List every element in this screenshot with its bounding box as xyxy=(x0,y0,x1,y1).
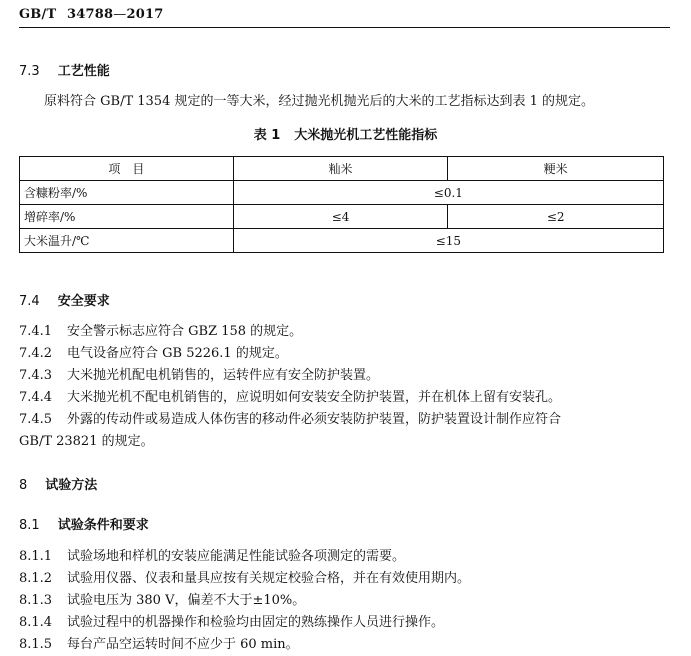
section-7-3-heading xyxy=(19,60,110,79)
clause-7-4-2 xyxy=(19,342,288,361)
table-row xyxy=(20,205,664,229)
table-row xyxy=(20,181,664,205)
section-number: 8.1 xyxy=(19,518,40,533)
clause-number: 7.4.5 xyxy=(19,412,53,427)
clause-8-1-5 xyxy=(19,633,299,652)
row-item: 含糠粉率/% xyxy=(20,181,234,205)
clause-text: 大米抛光机不配电机销售的，应说明如何安装安全防护装置，并在机体上留有安装孔。 xyxy=(67,390,562,405)
clause-7-4-4 xyxy=(19,386,561,405)
standard-header xyxy=(19,7,163,22)
header-year: 2017 xyxy=(126,7,164,22)
header-code: GB/T xyxy=(19,7,57,22)
clause-number: 8.1.2 xyxy=(19,571,53,586)
column-header: 籼米 xyxy=(233,157,448,181)
section-title: 安全要求 xyxy=(57,294,110,309)
clause-number: 7.4.3 xyxy=(19,368,53,383)
section-8-1-heading xyxy=(19,514,149,533)
clause-7-4-3 xyxy=(19,364,379,383)
clause-number: 8.1.3 xyxy=(19,593,53,608)
table-title: 大米抛光机工艺性能指标 xyxy=(294,128,438,143)
row-value-indica: ≤4 xyxy=(233,205,448,229)
clause-number: 7.4.1 xyxy=(19,324,53,339)
section-8-heading xyxy=(19,474,97,493)
clause-8-1-1 xyxy=(19,545,405,564)
performance-table xyxy=(19,156,664,253)
clause-text: 试验电压为 380 V，偏差不大于±10%。 xyxy=(67,593,306,608)
clause-8-1-4 xyxy=(19,611,444,630)
column-header: 项 目 xyxy=(20,157,234,181)
clause-number: 8.1.5 xyxy=(19,637,53,652)
table-header-row xyxy=(20,157,664,181)
section-title: 试验条件和要求 xyxy=(57,518,149,533)
clause-text: 电气设备应符合 GB 5226.1 的规定。 xyxy=(67,346,288,361)
table-label: 表 1 xyxy=(253,128,281,143)
row-value-merged: ≤0.1 xyxy=(233,181,663,205)
section-number: 8 xyxy=(19,478,28,493)
section-title: 工艺性能 xyxy=(57,64,110,79)
row-item: 增碎率/% xyxy=(20,205,234,229)
clause-text: 大米抛光机配电机销售的，运转件应有安全防护装置。 xyxy=(67,368,380,383)
table-caption xyxy=(0,124,691,143)
clause-number: 7.4.4 xyxy=(19,390,53,405)
clause-number: 8.1.4 xyxy=(19,615,53,630)
clause-text: 试验场地和样机的安装应能满足性能试验各项测定的需要。 xyxy=(67,549,406,564)
section-7-4-heading xyxy=(19,290,110,309)
clause-text: 试验用仪器、仪表和量具应按有关规定校验合格，并在有效使用期内。 xyxy=(67,571,471,586)
clause-7-4-5-continuation: GB/T 23821 的规定。 xyxy=(19,434,154,449)
clause-number: 7.4.2 xyxy=(19,346,53,361)
clause-text: 每台产品空运转时间不应少于 60 min。 xyxy=(67,637,299,652)
section-number: 7.3 xyxy=(19,64,40,79)
section-title: 试验方法 xyxy=(45,478,98,493)
section-number: 7.4 xyxy=(19,294,40,309)
row-value-merged: ≤15 xyxy=(233,229,663,253)
clause-8-1-2 xyxy=(19,567,470,586)
clause-text: 安全警示标志应符合 GBZ 158 的规定。 xyxy=(67,324,303,339)
clause-text: 外露的传动件或易造成人体伤害的移动件必须安装防护装置，防护装置设计制作应符合 xyxy=(67,412,562,427)
row-value-japonica: ≤2 xyxy=(448,205,664,229)
header-rule xyxy=(19,27,670,28)
header-number: 34788 xyxy=(67,7,114,22)
row-item: 大米温升/℃ xyxy=(20,229,234,253)
clause-text: 试验过程中的机器操作和检验均由固定的熟练操作人员进行操作。 xyxy=(67,615,445,630)
clause-8-1-3 xyxy=(19,589,305,608)
table-row xyxy=(20,229,664,253)
clause-number: 8.1.1 xyxy=(19,549,53,564)
section-7-3-paragraph: 原料符合 GB/T 1354 规定的一等大米，经过抛光机抛光后的大米的工艺指标达到表 1 的规定。 xyxy=(44,94,595,109)
header-separator: — xyxy=(113,7,127,22)
clause-7-4-5 xyxy=(19,408,561,427)
clause-7-4-1 xyxy=(19,320,302,339)
column-header: 粳米 xyxy=(448,157,664,181)
